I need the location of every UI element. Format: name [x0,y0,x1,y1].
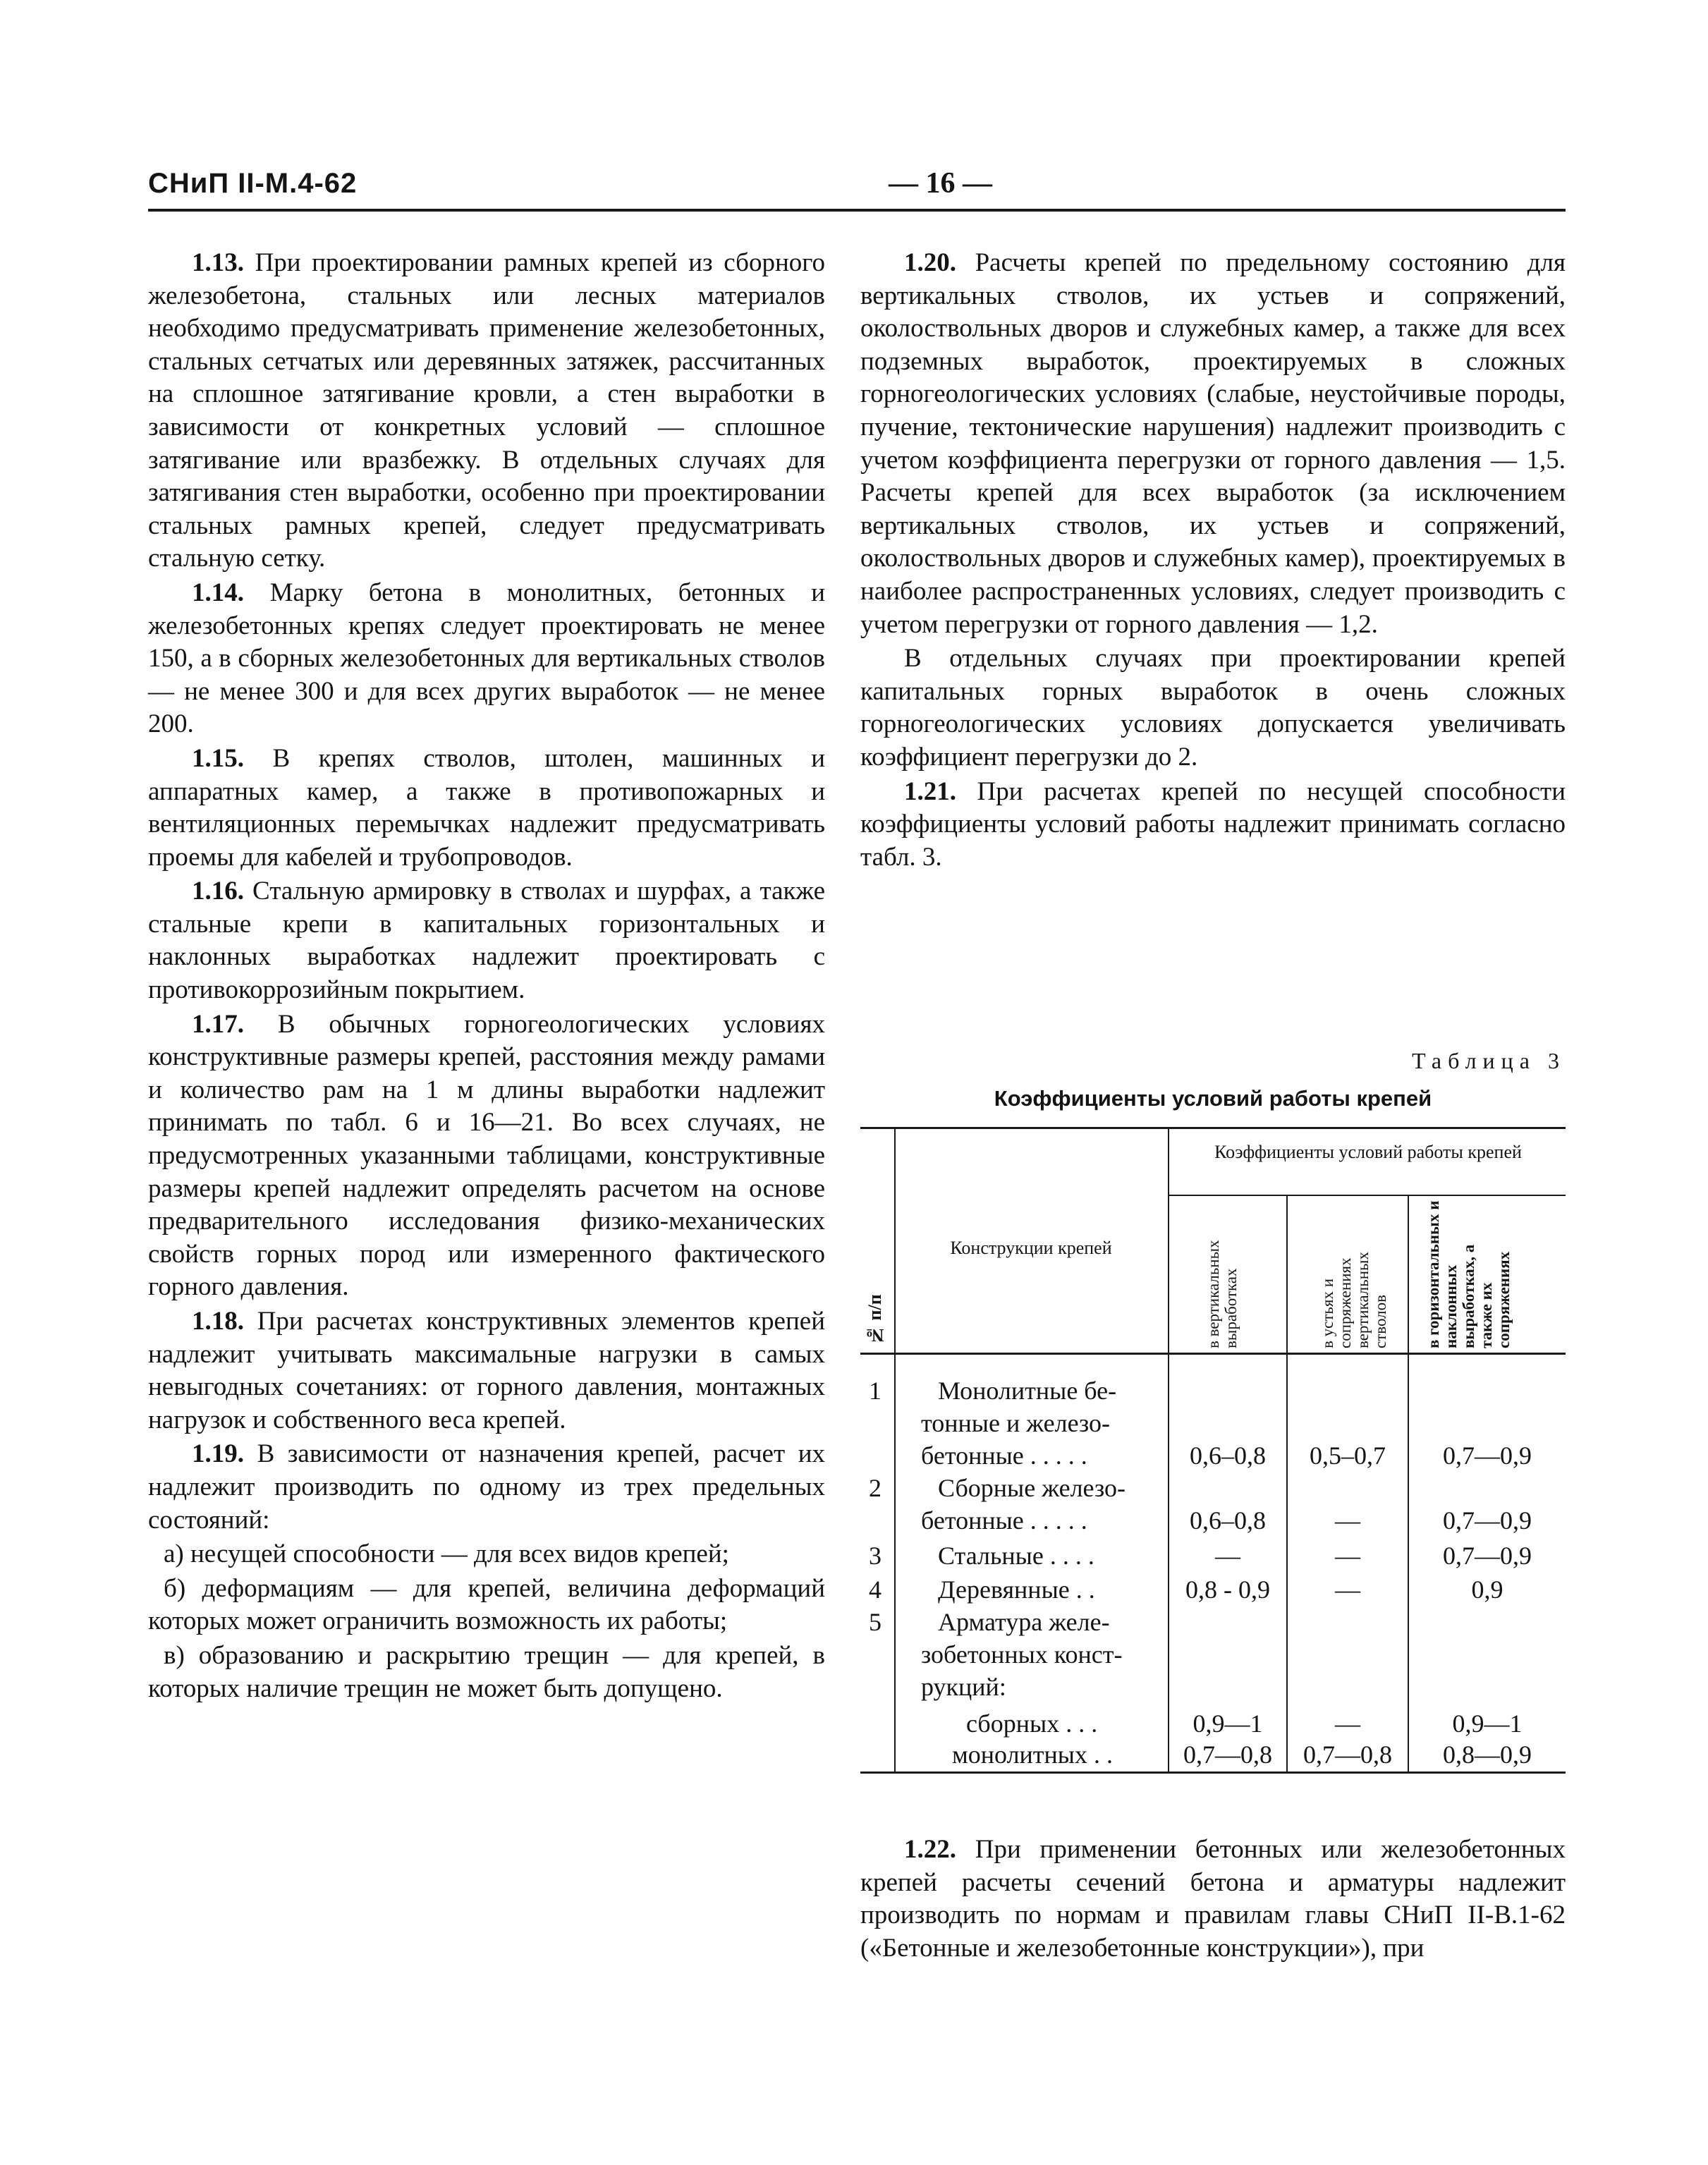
header-vertical-workings: в вертикальных выработках [1204,1240,1240,1348]
row-5b-value-horizontal: 0,8—0,9 [1443,1740,1532,1769]
paragraph-text: В зависимости от назначения крепей, расчет их надлежит производить по одному из трех предельных состояний: [148,1439,825,1535]
paragraph-1-21 [860,776,1566,874]
paragraph-text: В отдельных случаях при проектировании крепей капитальных горных выработок в очень сложных горногеологических условиях допускается увеличивать коэффициент перегрузки до 2. [860,644,1566,772]
document-code: СНиП II-М.4-62 [148,168,358,199]
paragraph-text: В крепях стволов, штолен, машинных и аппаратных камер, а также в противопожарных и вентиляционных перемычках надлежит предусматривать проемы для кабелей и трубопроводов. [148,743,826,872]
row-2-value-horizontal: 0,7—0,9 [1443,1506,1532,1535]
row-4-number: 4 [869,1575,882,1604]
row-1-value-horizontal: 0,7—0,9 [1443,1441,1532,1470]
paragraph-1-20-cont [860,642,1566,774]
table-bottom-border [860,1771,1566,1774]
row-5a-value-horizontal: 0,9—1 [1452,1709,1523,1738]
header-horizontal-workings: в горизонтальных и наклонных выработках, а также их сопряжениях [1425,1200,1513,1348]
list-item-a: а) несущей способности — для всех видов крепей; [164,1539,729,1569]
right-column [860,247,1566,875]
paragraph-number: 1.20. [904,248,956,277]
row-2-name-line-1: Сборные железо- [938,1474,1126,1502]
row-3-name: Стальные . . . . [938,1542,1094,1570]
row-5b-value-mouths: 0,7—0,8 [1303,1740,1392,1769]
row-2-name-line-2: бетонные . . . . . [921,1506,1087,1535]
paragraph-text: Марку бетона в монолитных, бетонных и железобетонных крепях следует проектировать не менее 150, а в сборных железобетонных для вертикальных стволов — не менее 300 и для всех других выработок — не менее 200. [148,578,826,739]
row-3-value-mouths: — [1335,1542,1360,1570]
paragraph-number: 1.15. [192,743,244,773]
paragraph-1-22 [860,1834,1566,1965]
paragraph-1-17 [148,1008,825,1304]
header-rule [148,209,1566,212]
paragraph-text: Стальную армировку в стволах и шурфах, а также стальные крепи в капитальных горизонтальных и наклонных выработках надлежит проектировать с противокоррозийным покрытием. [148,877,825,1005]
row-5-name-line-2: зобетонных конст- [921,1640,1123,1669]
paragraph-text: При применении бетонных или железобетонных крепей расчеты сечений бетона и арматуры надлежит производить по нормам и правилам главы СНиП II-В.1-62 («Бетонные и железобетонные конструкции»), при [860,1835,1566,1963]
group-header-underline [1168,1195,1566,1196]
paragraph-number: 1.13. [192,248,244,277]
row-4-name: Деревянные . . [938,1575,1095,1604]
paragraph-1-13 [148,247,825,575]
paragraph-number: 1.17. [192,1009,244,1039]
paragraph-1-14 [148,577,825,741]
paragraph-1-18 [148,1305,825,1437]
row-5a-value-vertical: 0,9—1 [1192,1709,1263,1738]
paragraph-number: 1.14. [192,578,244,607]
row-2-number: 2 [869,1474,882,1502]
page-header [148,161,1566,213]
left-column [148,247,825,1707]
paragraph-1-15 [148,743,825,874]
row-5a-name: сборных . . . [966,1709,1098,1738]
row-1-name-line-1: Монолитные бе- [938,1377,1117,1405]
paragraph-text: При проектировании рамных крепей из сборного железобетона, стальных или лесных материалов необходимо предусматривать применение железобетонных, стальных сетчатых или деревянных затяжек, рассчитанных на сплошное затягивание кровли, а стен выработки в зависимости от конкретных условий — сплошное затягивание или вразбежку. В отдельных случаях для затягивания стен выработки, особенно при проектировании стальных рамных крепей, следует предусматривать стальную сетку. [148,248,825,573]
row-4-value-horizontal: 0,9 [1471,1575,1503,1604]
row-5b-value-vertical: 0,7—0,8 [1183,1740,1272,1769]
table-header-bottom-border [860,1353,1566,1355]
row-1-name-line-2: тонные и железо- [921,1409,1110,1437]
table-title: Коэффициенты условий работы крепей [994,1086,1432,1111]
paragraph-number: 1.16. [192,877,244,906]
list-item-c: в) образованию и раскрытию трещин — для крепей, в которых наличие трещин не может быть допущено. [148,1640,825,1703]
row-3-value-vertical: — [1215,1542,1240,1570]
table-top-border [860,1127,1566,1129]
table-vline-1 [894,1127,896,1774]
paragraph-1-16 [148,875,825,1006]
header-mouths-junctions: в устьях и сопряжениях вертикальных стволов [1319,1252,1389,1348]
header-group: Коэффициенты условий работы крепей [1214,1142,1522,1162]
row-2-value-vertical: 0,6–0,8 [1190,1506,1266,1535]
table-vline-3 [1286,1195,1288,1774]
row-1-number: 1 [869,1377,882,1405]
row-3-number: 3 [869,1542,882,1570]
page-number: — 16 — [889,167,992,200]
paragraph-number: 1.21. [904,776,956,806]
right-column-bottom [860,1834,1566,1966]
coefficients-table [860,1127,1566,1776]
row-4-value-vertical: 0,8 - 0,9 [1185,1575,1270,1604]
row-5b-name: монолитных . . [952,1740,1113,1769]
paragraph-number: 1.19. [192,1439,244,1469]
list-item-b: б) деформациям — для крепей, величина деформаций которых может ограничить возможность их работы; [148,1573,825,1636]
row-1-name-line-3: бетонные . . . . . [921,1441,1087,1470]
paragraph-1-19 [148,1438,825,1537]
row-3-value-horizontal: 0,7—0,9 [1443,1542,1532,1570]
row-4-value-mouths: — [1335,1575,1360,1604]
row-1-value-mouths: 0,5–0,7 [1310,1441,1386,1470]
table-caption: Таблица 3 [1412,1048,1566,1073]
table-vline-4 [1408,1195,1409,1774]
paragraph-text: В обычных горногеологических условиях конструктивные размеры крепей, расстояния между рамами и количество рам на 1 м длины выработки надлежит принимать по табл. 6 и 16—21. Во всех случаях, не предусмотренных указанными таблицами, конструктивные размеры крепей надлежит определять расчетом на основе предварительного исследования физико-механических свойств горных пород или измеренного фактического горного давления. [148,1009,826,1302]
paragraph-1-20 [860,247,1566,641]
row-2-value-mouths: — [1335,1506,1360,1535]
paragraph-number: 1.22. [904,1835,956,1864]
header-construction: Конструкции крепей [950,1238,1112,1258]
paragraph-text: Расчеты крепей по предельному состоянию для вертикальных стволов, их устьев и сопряжений, околоствольных дворов и служебных камер, а также для всех подземных выработок, проектируемых в сложных горногеологических условиях (слабые, неустойчивые породы, пучение, тектонические нарушения) надлежит производить с учетом коэффициента перегрузки от горного давления — 1,5. Расчеты крепей для всех выработок (за исключением вертикальных стволов, их устьев и сопряжений, околоствольных дворов и служебных камер), проектируемых в наиболее распространенных условиях, следует производить с учетом перегрузки от горного давления — 1,2. [860,248,1566,639]
paragraph-number: 1.18. [192,1307,244,1336]
row-5-number: 5 [869,1608,882,1636]
paragraph-text: При расчетах конструктивных элементов крепей надлежит учитывать максимальные нагрузки в самых невыгодных сочетаниях: от горного давления, монтажных нагрузок и собственного веса крепей. [148,1307,825,1434]
row-1-value-vertical: 0,6–0,8 [1190,1441,1266,1470]
row-5a-value-mouths: — [1335,1709,1360,1738]
row-5-name-line-1: Арматура желе- [938,1608,1110,1636]
header-number: № п/п [865,1294,885,1346]
paragraph-text: При расчетах крепей по несущей способности коэффициенты условий работы надлежит принимать согласно табл. 3. [860,776,1566,872]
row-5-name-line-3: рукций: [921,1673,1006,1701]
